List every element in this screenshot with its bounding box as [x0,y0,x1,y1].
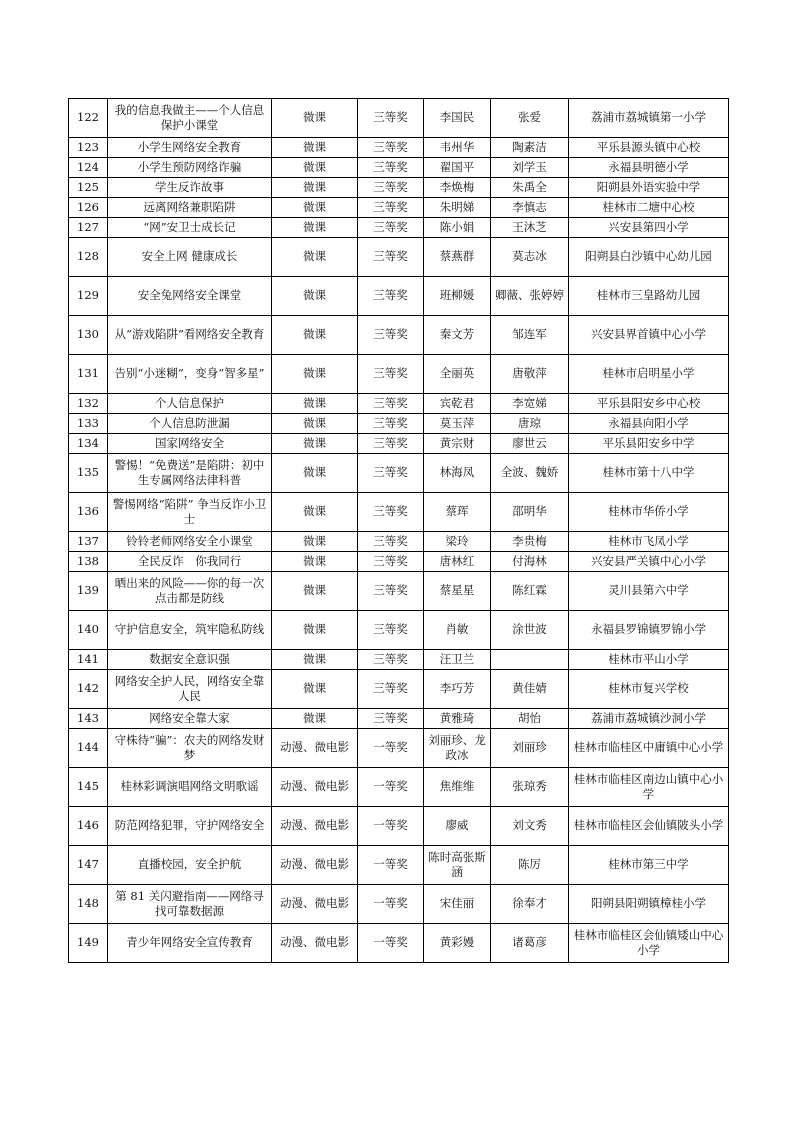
entry-title-cell: 远离网络兼职陷阱 [108,198,272,218]
entry-school-cell: 兴安县第四小学 [569,218,729,238]
entry-category-cell: 微课 [272,355,358,394]
entry-school-cell: 桂林市第三中学 [569,846,729,885]
entry-teacher-cell: 刘学玉 [491,158,569,178]
entry-number-cell: 140 [69,611,108,650]
table-row [69,178,729,198]
entry-number-cell: 141 [69,650,108,670]
entry-teacher-cell: 张琼秀 [491,768,569,807]
entry-award-cell: 一等奖 [358,924,424,963]
entry-teacher-cell: 卿薇、张婷婷 [491,277,569,316]
table-row [69,924,729,963]
entry-author-cell: 汪卫兰 [424,650,491,670]
entry-school-cell: 桂林市临桂区会仙镇陂头小学 [569,807,729,846]
entry-number-cell: 148 [69,885,108,924]
table-row [69,355,729,394]
entry-title-cell: 从“游戏陷阱”看网络安全教育 [108,316,272,355]
entry-school-cell: 桂林市华侨小学 [569,493,729,532]
award-table-body [69,99,729,963]
entry-teacher-cell: 涂世波 [491,611,569,650]
entry-title-cell: 桂林彩调演唱网络文明歌谣 [108,768,272,807]
entry-award-cell: 三等奖 [358,454,424,493]
entry-category-cell: 微课 [272,454,358,493]
entry-author-cell: 莫玉萍 [424,414,491,434]
entry-category-cell: 微课 [272,709,358,729]
entry-author-cell: 黄彩嫚 [424,924,491,963]
entry-teacher-cell: 朱禹全 [491,178,569,198]
entry-school-cell: 永福县明德小学 [569,158,729,178]
entry-category-cell: 微课 [272,493,358,532]
entry-title-cell: 小学生网络安全教育 [108,138,272,158]
entry-teacher-cell: 王沐芝 [491,218,569,238]
entry-award-cell: 三等奖 [358,99,424,138]
entry-title-cell: 个人信息保护 [108,394,272,414]
entry-number-cell: 137 [69,532,108,552]
entry-title-cell: 守株待“骗”：农夫的网络发财梦 [108,729,272,768]
entry-school-cell: 桂林市临桂区南边山镇中心小学 [569,768,729,807]
entry-title-cell: 小学生预防网络诈骗 [108,158,272,178]
entry-category-cell: 微课 [272,158,358,178]
entry-number-cell: 123 [69,138,108,158]
entry-school-cell: 平乐县阳安乡中心校 [569,394,729,414]
entry-category-cell: 微课 [272,532,358,552]
entry-author-cell: 韦州华 [424,138,491,158]
entry-title-cell: 警惕！“免费送”是陷阱：初中生专属网络法律科普 [108,454,272,493]
entry-teacher-cell: 胡怡 [491,709,569,729]
entry-teacher-cell: 张爱 [491,99,569,138]
entry-school-cell: 桂林市复兴学校 [569,670,729,709]
entry-category-cell: 动漫、微电影 [272,924,358,963]
entry-title-cell: 第 81 关闪避指南——网络寻找可靠数据源 [108,885,272,924]
entry-category-cell: 微课 [272,178,358,198]
entry-teacher-cell: 陈红霖 [491,572,569,611]
entry-school-cell: 灵川县第六中学 [569,572,729,611]
entry-number-cell: 145 [69,768,108,807]
entry-title-cell: 网络安全靠大家 [108,709,272,729]
table-row [69,552,729,572]
entry-title-cell: 数据安全意识强 [108,650,272,670]
entry-school-cell: 阳朔县白沙镇中心幼儿园 [569,238,729,277]
entry-category-cell: 微课 [272,611,358,650]
entry-award-cell: 三等奖 [358,158,424,178]
entry-author-cell: 蔡星星 [424,572,491,611]
entry-author-cell: 朱明娣 [424,198,491,218]
entry-school-cell: 平乐县源头镇中心校 [569,138,729,158]
entry-category-cell: 微课 [272,218,358,238]
entry-number-cell: 128 [69,238,108,277]
table-row [69,709,729,729]
entry-award-cell: 一等奖 [358,885,424,924]
entry-number-cell: 142 [69,670,108,709]
entry-number-cell: 139 [69,572,108,611]
entry-category-cell: 动漫、微电影 [272,885,358,924]
entry-category-cell: 微课 [272,138,358,158]
table-row [69,316,729,355]
entry-teacher-cell: 刘文秀 [491,807,569,846]
entry-award-cell: 三等奖 [358,434,424,454]
entry-category-cell: 微课 [272,670,358,709]
entry-award-cell: 三等奖 [358,670,424,709]
entry-author-cell: 陈时高张斯涵 [424,846,491,885]
table-row [69,158,729,178]
entry-author-cell: 班柳媛 [424,277,491,316]
entry-author-cell: 蔡珲 [424,493,491,532]
entry-author-cell: 廖威 [424,807,491,846]
entry-number-cell: 146 [69,807,108,846]
entry-teacher-cell: 付海林 [491,552,569,572]
entry-award-cell: 三等奖 [358,709,424,729]
entry-title-cell: 个人信息防泄漏 [108,414,272,434]
entry-school-cell: 永福县向阳小学 [569,414,729,434]
table-row [69,532,729,552]
entry-category-cell: 微课 [272,414,358,434]
entry-author-cell: 李焕梅 [424,178,491,198]
table-row [69,218,729,238]
entry-school-cell: 平乐县阳安乡中学 [569,434,729,454]
entry-teacher-cell: 徐奉才 [491,885,569,924]
entry-award-cell: 三等奖 [358,552,424,572]
entry-award-cell: 三等奖 [358,138,424,158]
entry-author-cell: 梁玲 [424,532,491,552]
entry-title-cell: 警惕网络“陷阱” 争当反诈小卫士 [108,493,272,532]
entry-title-cell: 学生反诈故事 [108,178,272,198]
entry-author-cell: 唐林红 [424,552,491,572]
table-row [69,768,729,807]
entry-school-cell: 桂林市平山小学 [569,650,729,670]
entry-title-cell: 青少年网络安全宣传教育 [108,924,272,963]
entry-teacher-cell: 全波、魏娇 [491,454,569,493]
table-row [69,198,729,218]
entry-school-cell: 阳朔县阳朔镇樟桂小学 [569,885,729,924]
entry-teacher-cell: 李慎志 [491,198,569,218]
award-table-page [68,98,728,963]
entry-number-cell: 132 [69,394,108,414]
entry-school-cell: 兴安县严关镇中心小学 [569,552,729,572]
entry-teacher-cell: 唐琼 [491,414,569,434]
table-row [69,846,729,885]
entry-teacher-cell: 陶素洁 [491,138,569,158]
entry-number-cell: 133 [69,414,108,434]
entry-award-cell: 三等奖 [358,277,424,316]
entry-category-cell: 微课 [272,394,358,414]
entry-category-cell: 动漫、微电影 [272,846,358,885]
entry-school-cell: 桂林市临桂区中庸镇中心小学 [569,729,729,768]
entry-teacher-cell: 诸葛彦 [491,924,569,963]
entry-title-cell: 告别“小迷糊”，变身“智多星” [108,355,272,394]
entry-number-cell: 131 [69,355,108,394]
entry-number-cell: 124 [69,158,108,178]
entry-number-cell: 129 [69,277,108,316]
entry-title-cell: “网”安卫士成长记 [108,218,272,238]
table-row [69,414,729,434]
entry-school-cell: 阳朔县外语实验中学 [569,178,729,198]
table-row [69,807,729,846]
entry-author-cell: 秦文芳 [424,316,491,355]
entry-award-cell: 三等奖 [358,316,424,355]
entry-title-cell: 全民反诈 你我同行 [108,552,272,572]
entry-number-cell: 130 [69,316,108,355]
entry-school-cell: 桂林市临桂区会仙镇矮山中心小学 [569,924,729,963]
entry-teacher-cell: 莫志冰 [491,238,569,277]
entry-award-cell: 三等奖 [358,218,424,238]
entry-category-cell: 微课 [272,198,358,218]
entry-school-cell: 桂林市三皇路幼儿园 [569,277,729,316]
entry-teacher-cell: 黄佳婧 [491,670,569,709]
entry-category-cell: 微课 [272,316,358,355]
entry-award-cell: 三等奖 [358,493,424,532]
entry-award-cell: 一等奖 [358,846,424,885]
entry-teacher-cell [491,650,569,670]
entry-award-cell: 三等奖 [358,355,424,394]
entry-number-cell: 138 [69,552,108,572]
entry-school-cell: 永福县罗锦镇罗锦小学 [569,611,729,650]
entry-number-cell: 149 [69,924,108,963]
entry-category-cell: 微课 [272,552,358,572]
entry-author-cell: 林海凤 [424,454,491,493]
entry-author-cell: 黄宗财 [424,434,491,454]
entry-award-cell: 三等奖 [358,611,424,650]
entry-award-cell: 三等奖 [358,178,424,198]
entry-author-cell: 蔡燕群 [424,238,491,277]
table-row [69,611,729,650]
entry-award-cell: 三等奖 [358,532,424,552]
entry-author-cell: 陈小娟 [424,218,491,238]
entry-number-cell: 125 [69,178,108,198]
entry-category-cell: 微课 [272,572,358,611]
entry-teacher-cell: 陈厉 [491,846,569,885]
entry-author-cell: 肖敏 [424,611,491,650]
table-row [69,454,729,493]
table-row [69,650,729,670]
entry-author-cell: 李巧芳 [424,670,491,709]
table-row [69,729,729,768]
table-row [69,238,729,277]
entry-category-cell: 动漫、微电影 [272,729,358,768]
table-row [69,394,729,414]
entry-number-cell: 136 [69,493,108,532]
entry-title-cell: 安全上网 健康成长 [108,238,272,277]
entry-school-cell: 兴安县界首镇中心小学 [569,316,729,355]
entry-number-cell: 122 [69,99,108,138]
entry-number-cell: 147 [69,846,108,885]
entry-title-cell: 直播校园，安全护航 [108,846,272,885]
entry-category-cell: 微课 [272,650,358,670]
entry-teacher-cell: 唐敬萍 [491,355,569,394]
entry-title-cell: 铃铃老师网络安全小课堂 [108,532,272,552]
entry-title-cell: 防范网络犯罪，守护网络安全 [108,807,272,846]
entry-teacher-cell: 李贵梅 [491,532,569,552]
entry-award-cell: 一等奖 [358,729,424,768]
entry-number-cell: 126 [69,198,108,218]
award-table [68,98,729,963]
entry-category-cell: 动漫、微电影 [272,768,358,807]
entry-number-cell: 135 [69,454,108,493]
entry-category-cell: 微课 [272,99,358,138]
table-row [69,493,729,532]
entry-school-cell: 桂林市启明星小学 [569,355,729,394]
entry-author-cell: 刘丽珍、龙政冰 [424,729,491,768]
entry-award-cell: 一等奖 [358,768,424,807]
entry-number-cell: 144 [69,729,108,768]
table-row [69,670,729,709]
entry-award-cell: 三等奖 [358,414,424,434]
entry-school-cell: 荔浦市荔城镇第一小学 [569,99,729,138]
entry-teacher-cell: 廖世云 [491,434,569,454]
entry-title-cell: 国家网络安全 [108,434,272,454]
entry-school-cell: 荔浦市荔城镇沙洞小学 [569,709,729,729]
entry-award-cell: 三等奖 [358,238,424,277]
entry-number-cell: 127 [69,218,108,238]
entry-award-cell: 三等奖 [358,394,424,414]
entry-number-cell: 134 [69,434,108,454]
entry-title-cell: 晒出来的风险——你的每一次点击都是防线 [108,572,272,611]
entry-award-cell: 三等奖 [358,198,424,218]
table-row [69,138,729,158]
entry-category-cell: 动漫、微电影 [272,807,358,846]
entry-teacher-cell: 邹连军 [491,316,569,355]
entry-teacher-cell: 刘丽珍 [491,729,569,768]
entry-title-cell: 网络安全护人民，网络安全靠人民 [108,670,272,709]
entry-category-cell: 微课 [272,238,358,277]
entry-author-cell: 宾乾君 [424,394,491,414]
table-row [69,572,729,611]
entry-school-cell: 桂林市飞凤小学 [569,532,729,552]
table-row [69,277,729,316]
entry-teacher-cell: 李宽娣 [491,394,569,414]
entry-teacher-cell: 邵明华 [491,493,569,532]
entry-school-cell: 桂林市第十八中学 [569,454,729,493]
table-row [69,434,729,454]
entry-author-cell: 焦维维 [424,768,491,807]
entry-award-cell: 一等奖 [358,807,424,846]
entry-number-cell: 143 [69,709,108,729]
entry-category-cell: 微课 [272,434,358,454]
entry-title-cell: 我的信息我做主——个人信息保护小课堂 [108,99,272,138]
entry-author-cell: 翟国平 [424,158,491,178]
entry-author-cell: 李国民 [424,99,491,138]
entry-title-cell: 安全兔网络安全课堂 [108,277,272,316]
entry-author-cell: 黄雅琦 [424,709,491,729]
entry-award-cell: 三等奖 [358,572,424,611]
entry-category-cell: 微课 [272,277,358,316]
table-row [69,99,729,138]
entry-title-cell: 守护信息安全，筑牢隐私防线 [108,611,272,650]
table-row [69,885,729,924]
entry-author-cell: 全丽英 [424,355,491,394]
entry-author-cell: 宋佳丽 [424,885,491,924]
entry-award-cell: 三等奖 [358,650,424,670]
entry-school-cell: 桂林市二塘中心校 [569,198,729,218]
